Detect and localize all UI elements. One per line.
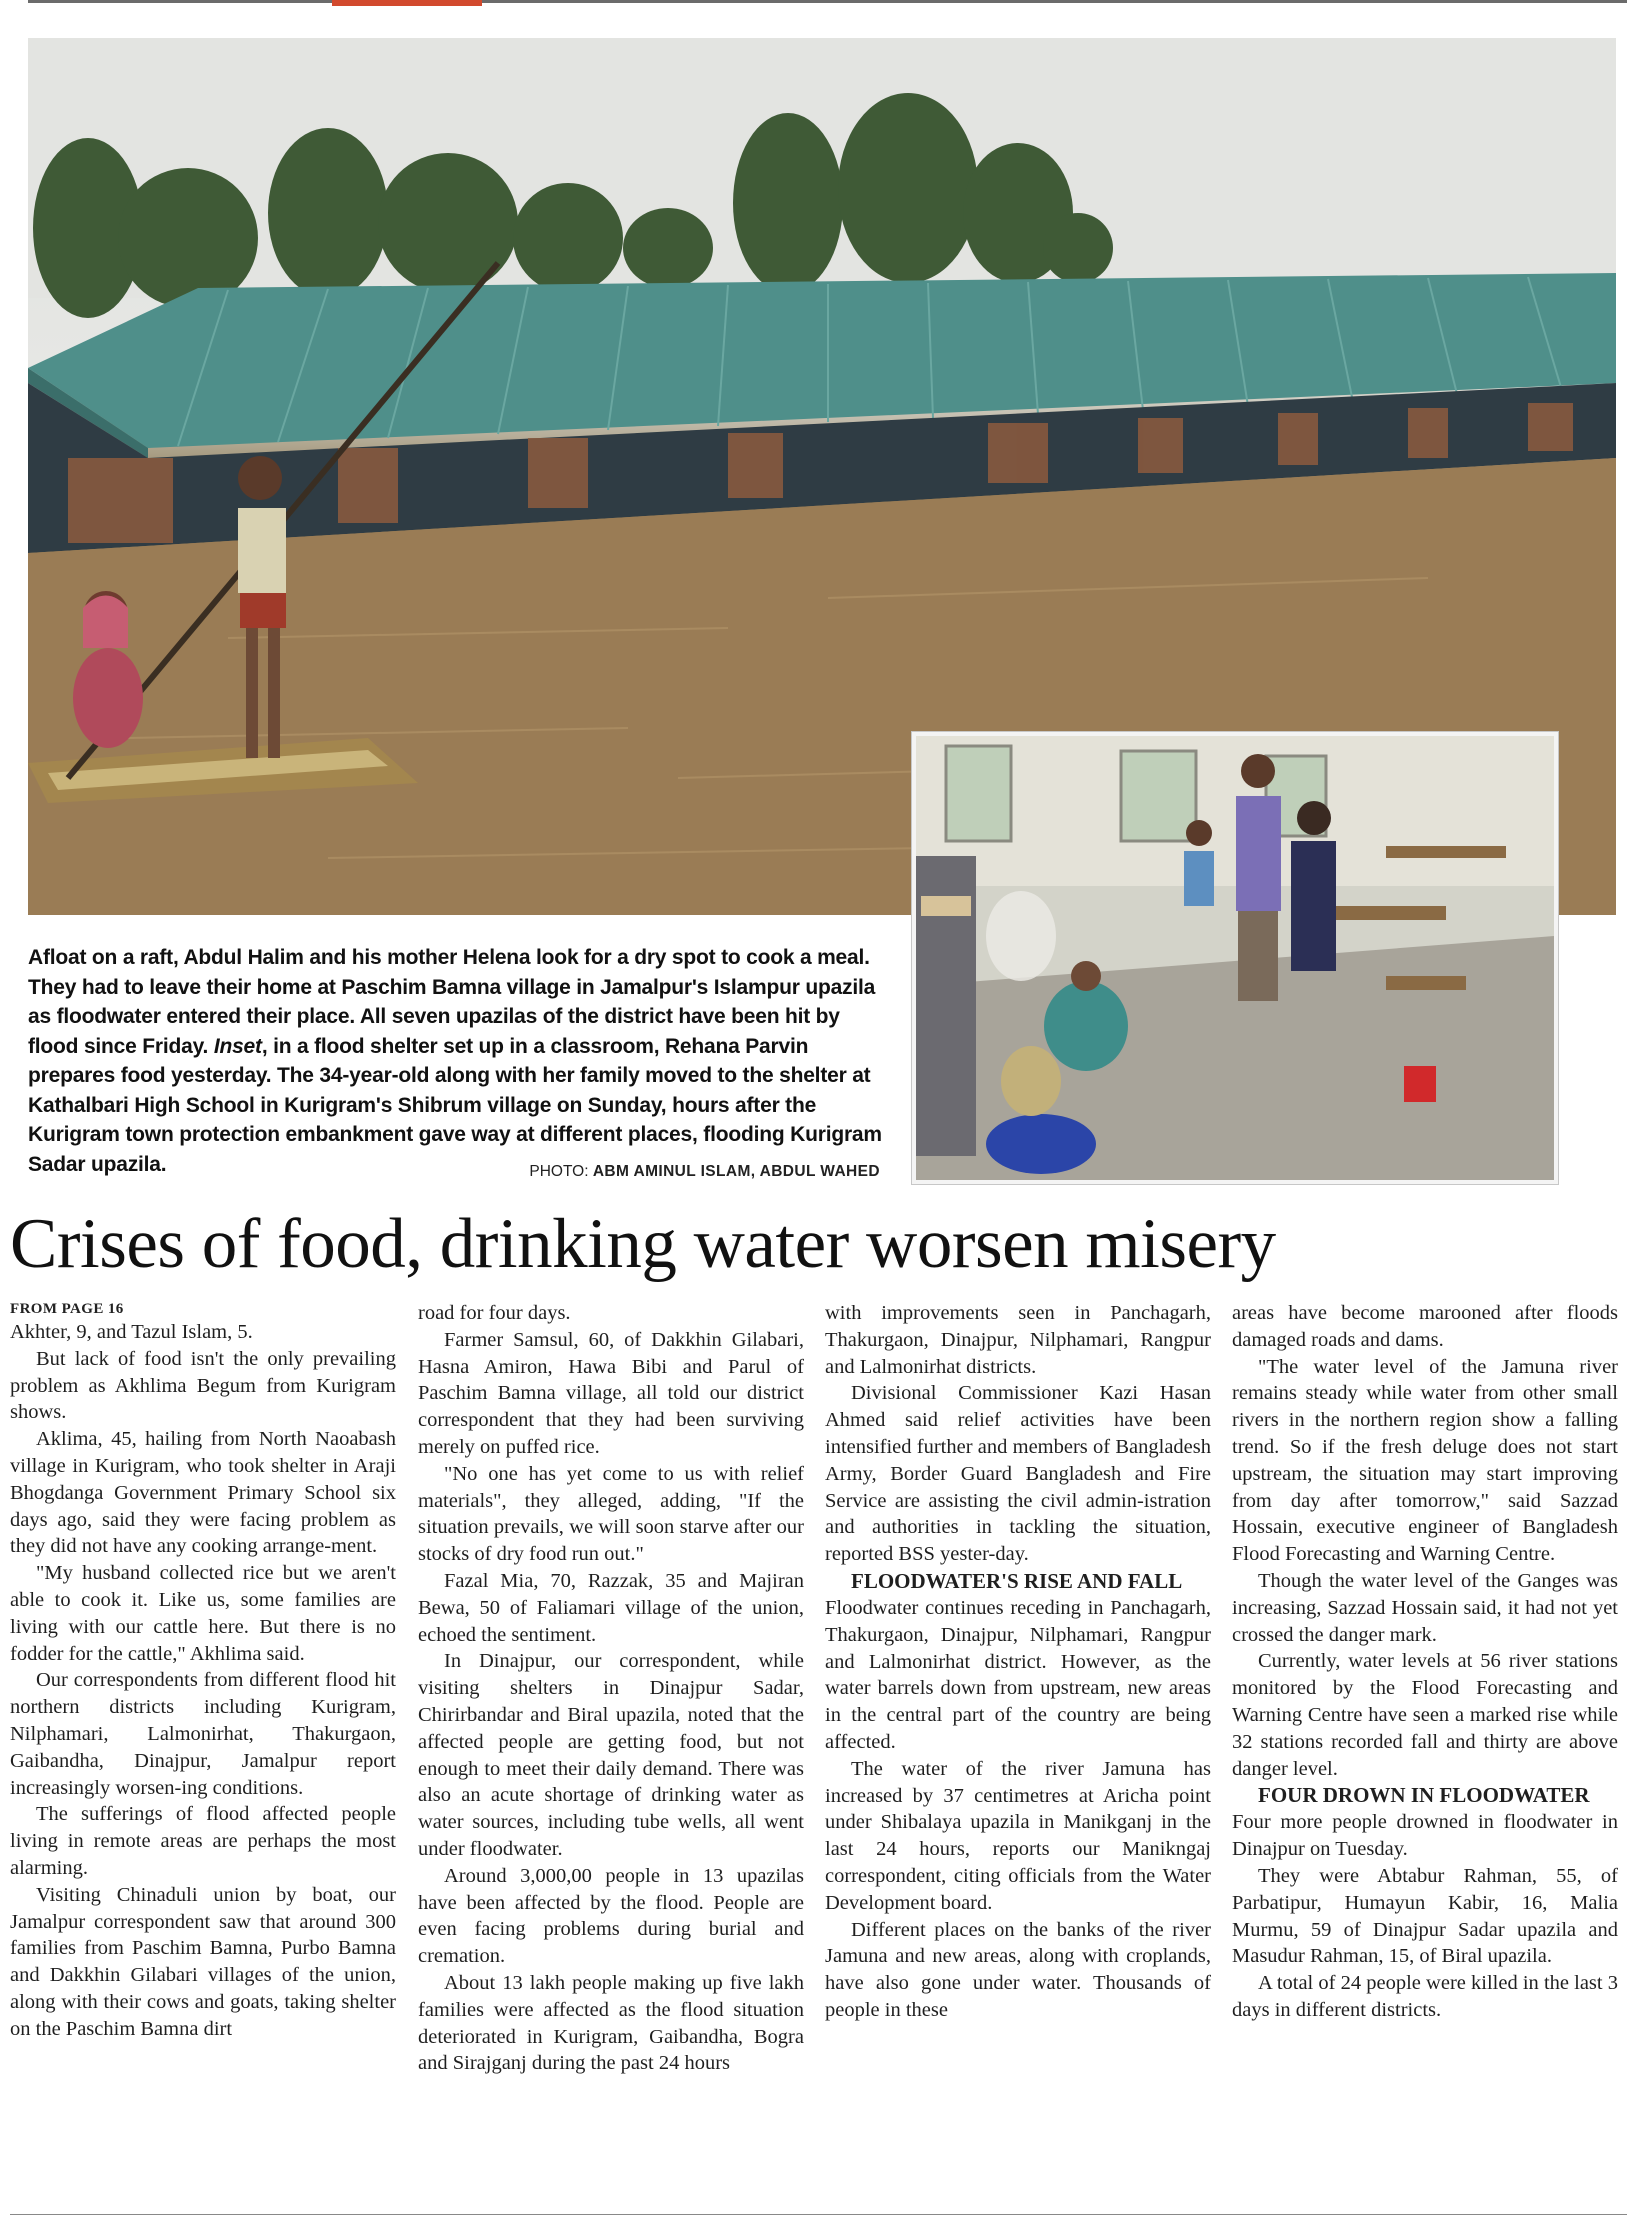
article-headline: Crises of food, drinking water worsen misery: [10, 1205, 1276, 1283]
article-column-4: [1232, 1300, 1618, 2024]
article-paragraph: About 13 lakh people making up five lakh families were affected as the flood situation deteriorated in Kurigram, Gaibandha, Bogra and Sirajganj during the past 24 hours: [418, 1971, 804, 2075]
article-paragraph: Our correspondents from different flood hit northern districts including Kurigram, Nilphamari, Lalmonirhat, Thakurgaon, Gaibandha, Dinajpur, Jamalpur report increasingly worsen-ing conditions.: [10, 1669, 396, 1799]
article-subhead: FLOODWATER'S RISE AND FALL: [851, 1568, 1183, 1593]
photo-credit: [529, 1163, 880, 1181]
article-paragraph: Floodwater continues receding in Panchagarh, Thakurgaon, Dinajpur, Nilphamari, Rangpur and Lalmonirhat district. However, as the water barrels down from upstream, new areas in the central part of the country are being affected.: [825, 1596, 1211, 1753]
article-paragraph: Divisional Commissioner Kazi Hasan Ahmed said relief activities have been intensified further and members of Bangladesh Army, Border Guard Bangladesh and Fire Service are assisting the civil admin-istration and authorities in tackling the situation, reported BSS yester-day.: [825, 1382, 1211, 1566]
top-rule: [28, 0, 1627, 3]
column-4-body: [1232, 1300, 1618, 2024]
from-page-label: FROM PAGE 16: [10, 1301, 124, 1317]
article-paragraph: A total of 24 people were killed in the last 3 days in different districts.: [1232, 1972, 1618, 2021]
article-paragraph: They were Abtabur Rahman, 55, of Parbatipur, Humayun Kabir, 16, Malia Murmu, 59 of Dinajpur Sadar upazila and Masudur Rahman, 15, of Biral upazila.: [1232, 1864, 1618, 1968]
column-3-body: [825, 1300, 1211, 2024]
caption-text-part-1: Afloat on a raft, Abdul Halim and his mother Helena look for a dry spot to cook a meal. They had to leave their home at Paschim Bamna village in Jamalpur's Islampur upazila as floodwater entered their place. All seven upazilas of the district have been hit by flood since Friday.: [28, 946, 876, 1058]
classroom-shelter-image: [916, 736, 1554, 1180]
inset-shelter-photo: [912, 732, 1558, 1184]
article-paragraph: Four more people drowned in floodwater in Dinajpur on Tuesday.: [1232, 1811, 1618, 1861]
article-column-1: [10, 1300, 396, 2043]
caption-text-part-2: , in a flood shelter set up in a classroom, Rehana Parvin prepares food yesterday. The 34-year-old along with her family moved to the shelter at Kathalbari High School in Kurigram's Shibrum village on Sunday, hours after the Kurigram town protection embankment gave way at different places, flooding Kurigram Sadar upazila.: [28, 1034, 882, 1176]
section-accent: [332, 0, 482, 6]
article-paragraph: Currently, water levels at 56 river stations monitored by the Flood Forecasting and Warning Centre have seen a marked rise while 32 stations recorded fall and thirty are above danger level.: [1232, 1650, 1618, 1780]
caption-inset-word: Inset: [213, 1034, 262, 1058]
photo-caption: [28, 943, 888, 1179]
article-paragraph: Farmer Samsul, 60, of Dakkhin Gilabari, Hasna Amiron, Hawa Bibi and Parul of Paschim Bamna village, all told our district correspondent that they had been surviving merely on puffed rice.: [418, 1328, 804, 1458]
article-paragraph: The sufferings of flood affected people living in remote areas are perhaps the most alarming.: [10, 1803, 396, 1879]
article-paragraph: "The water level of the Jamuna river remains steady while water from other small rivers in the northern region show a falling trend. So if the fresh deluge does not start upstream, the situation may start improving from day after tomorrow," said Sazzad Hossain, executive engineer of Bangladesh Flood Forecasting and Warning Centre.: [1232, 1355, 1618, 1566]
article-paragraph: "No one has yet come to us with relief materials", they alleged, adding, "If the situation prevails, we will soon starve after our stocks of dry food run out.": [418, 1462, 804, 1566]
photo-caption-box: [28, 915, 900, 1187]
article-paragraph: areas have become marooned after floods damaged roads and dams.: [1232, 1302, 1618, 1351]
article-paragraph: Different places on the banks of the river Jamuna and new areas, along with croplands, have also gone under water. Thousands of people in these: [825, 1918, 1211, 2021]
article-paragraph: Around 3,000,00 people in 13 upazilas have been affected by the flood. People are even facing problems during burial and cremation.: [418, 1864, 804, 1968]
article-paragraph: But lack of food isn't the only prevailing problem as Akhlima Begum from Kurigram shows.: [10, 1347, 396, 1424]
article-column-3: [825, 1300, 1211, 2024]
article-paragraph: road for four days.: [418, 1302, 571, 1324]
photo-credit-label: PHOTO:: [529, 1163, 593, 1180]
bottom-rule: [10, 2214, 1627, 2215]
article-paragraph: with improvements seen in Panchagarh, Thakurgaon, Dinajpur, Nilphamari, Rangpur and Lalmonirhat districts.: [825, 1302, 1211, 1378]
article-paragraph: Fazal Mia, 70, Razzak, 35 and Majiran Bewa, 50 of Faliamari village of the union, echoed the sentiment.: [418, 1569, 804, 1646]
article-paragraph: Aklima, 45, hailing from North Naoabash village in Kurigram, who took shelter in Araji Bhogdanga Government Primary School six days ago, said they were facing problem as they did not have any cooking arrange-ment.: [10, 1428, 396, 1558]
article-subhead: FOUR DROWN IN FLOODWATER: [1258, 1783, 1590, 1808]
article-column-2: [418, 1300, 804, 2077]
column-1-body: [10, 1319, 396, 2043]
article-paragraph: "My husband collected rice but we aren't able to cook it. Like us, some families are living with our cattle here. But there is no fodder for the cattle," Akhlima said.: [10, 1562, 396, 1665]
photo-credit-names: ABM AMINUL ISLAM, ABDUL WAHED: [592, 1163, 880, 1180]
column-2-body: [418, 1300, 804, 2077]
article-paragraph: Akhter, 9, and Tazul Islam, 5.: [10, 1321, 253, 1343]
article-paragraph: Though the water level of the Ganges was increasing, Sazzad Hossain said, it had not yet crossed the danger mark.: [1232, 1569, 1618, 1646]
article-paragraph: In Dinajpur, our correspondent, while visiting shelters in Dinajpur Sadar, Chirirbandar and Biral upazila, noted that the affected people are getting food, but not enough to meet their daily demand. There was also an acute shortage of drinking water as water sources, including tube wells, all went under floodwater.: [418, 1650, 804, 1860]
article-paragraph: The water of the river Jamuna has increased by 37 centimetres at Aricha point under Shibalaya upazila in Manikganj in the last 24 hours, reports our Manikngaj correspondent, citing officials from the Water Development board.: [825, 1757, 1211, 1914]
article-paragraph: Visiting Chinaduli union by boat, our Jamalpur correspondent saw that around 300 families from Paschim Bamna, Purbo Bamna and Dakkhin Gilabari villages of the union, along with their cows and goats, taking shelter on the Paschim Bamna dirt: [10, 1883, 396, 2040]
